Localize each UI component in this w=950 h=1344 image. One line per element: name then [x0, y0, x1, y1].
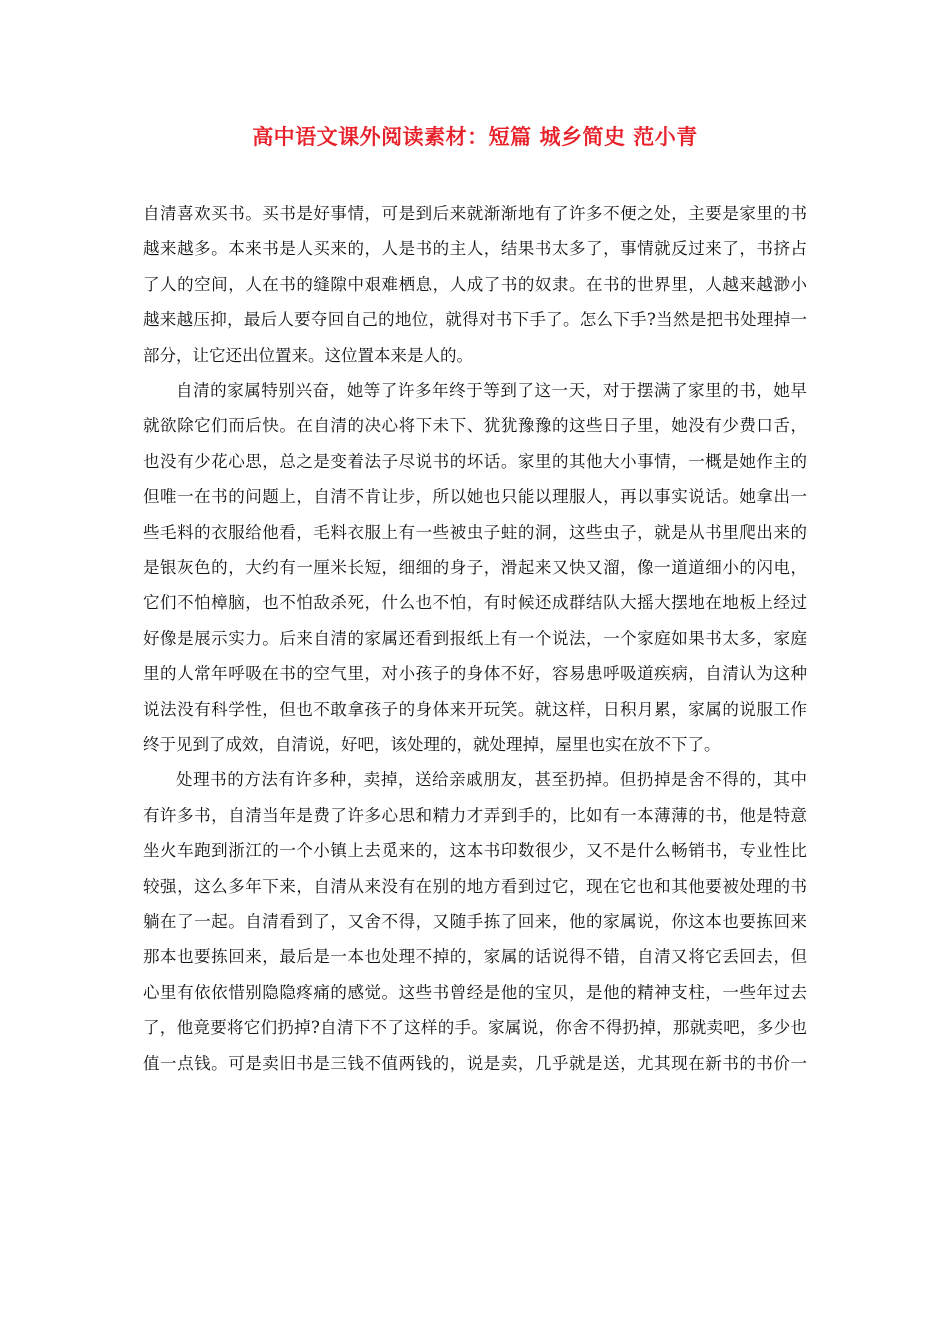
text-line: 了人的空间，人在书的缝隙中艰难栖息，人成了书的奴隶。在书的世界里，人越来越渺小	[143, 274, 807, 294]
text-line: 是银灰色的，大约有一厘米长短，细细的身子，滑起来又快又溜，像一道道细小的闪电，	[143, 558, 807, 577]
text-line: 部分，让它还出位置来。这位置本来是人的。	[143, 345, 473, 365]
text-line: 说法没有科学性，但也不敢拿孩子的身体来开玩笑。就这样，日积月累，家属的说服工作	[143, 699, 807, 719]
text-line: 值一点钱。可是卖旧书是三钱不值两钱的，说是卖，几乎就是送，尤其现在新书的书价一	[143, 1053, 807, 1073]
text-line: 了，他竟要将它们扔掉?自清下不了这样的手。家属说，你舍不得扔掉，那就卖吧，多少也	[143, 1018, 807, 1038]
text-line: 自清喜欢买书。买书是好事情，可是到后来就渐渐地有了许多不便之处，主要是家里的书	[143, 204, 807, 223]
document-title: 高中语文课外阅读素材：短篇 城乡简史 范小青	[252, 125, 698, 149]
text-line: 躺在了一起。自清看到了，又舍不得，又随手拣了回来，他的家属说，你这本也要拣回来	[143, 912, 807, 931]
text-line: 坐火车跑到浙江的一个小镇上去觅来的，这本书印数很少，又不是什么畅销书，专业性比	[143, 841, 807, 861]
text-line: 越来越压抑，最后人要夺回自己的地位，就得对书下手了。怎么下手?当然是把书处理掉一	[143, 310, 807, 330]
text-line: 终于见到了成效，自清说，好吧，该处理的，就处理掉，屋里也实在放不下了。	[143, 735, 721, 754]
text-line: 些毛料的衣服给他看，毛料衣服上有一些被虫子蛀的洞，这些虫子，就是从书里爬出来的	[143, 522, 807, 542]
text-line: 越来越多。本来书是人买来的，人是书的主人，结果书太多了，事情就反过来了，书挤占	[143, 239, 807, 259]
text-line: 好像是展示实力。后来自清的家属还看到报纸上有一个说法，一个家庭如果书太多，家庭	[143, 628, 807, 648]
text-line: 有许多书，自清当年是费了许多心思和精力才弄到手的，比如有一本薄薄的书，他是特意	[143, 805, 807, 825]
text-line: 较强，这么多年下来，自清从来没有在别的地方看到过它，现在它也和其他要被处理的书	[143, 876, 807, 896]
text-line: 自清的家属特别兴奋，她等了许多年终于等到了这一天，对于摆满了家里的书，她早	[176, 381, 807, 400]
text-line: 就欲除它们而后快。在自清的决心将下未下、犹犹豫豫的这些日子里，她没有少费口舌，	[143, 416, 807, 436]
text-line: 也没有少花心思，总之是变着法子尽说书的坏话。家里的其他大小事情，一概是她作主的	[143, 451, 807, 471]
text-line: 那本也要拣回来，最后是一本也处理不掉的，家属的话说得不错，自清又将它丢回去，但	[143, 947, 807, 967]
text-line: 里的人常年呼吸在书的空气里，对小孩子的身体不好，容易患呼吸道疾病，自清认为这种	[143, 664, 807, 684]
text-line: 处理书的方法有许多种，卖掉，送给亲戚朋友，甚至扔掉。但扔掉是舍不得的，其中	[176, 770, 807, 790]
text-line: 但唯一在书的问题上，自清不肯让步，所以她也只能以理服人，再以事实说话。她拿出一	[143, 487, 807, 507]
text-line: 心里有依依惜别隐隐疼痛的感觉。这些书曾经是他的宝贝，是他的精神支柱，一些年过去	[143, 982, 807, 1002]
text-line: 它们不怕樟脑，也不怕敌杀死，什么也不怕，有时候还成群结队大摇大摆地在地板上经过	[143, 593, 807, 613]
